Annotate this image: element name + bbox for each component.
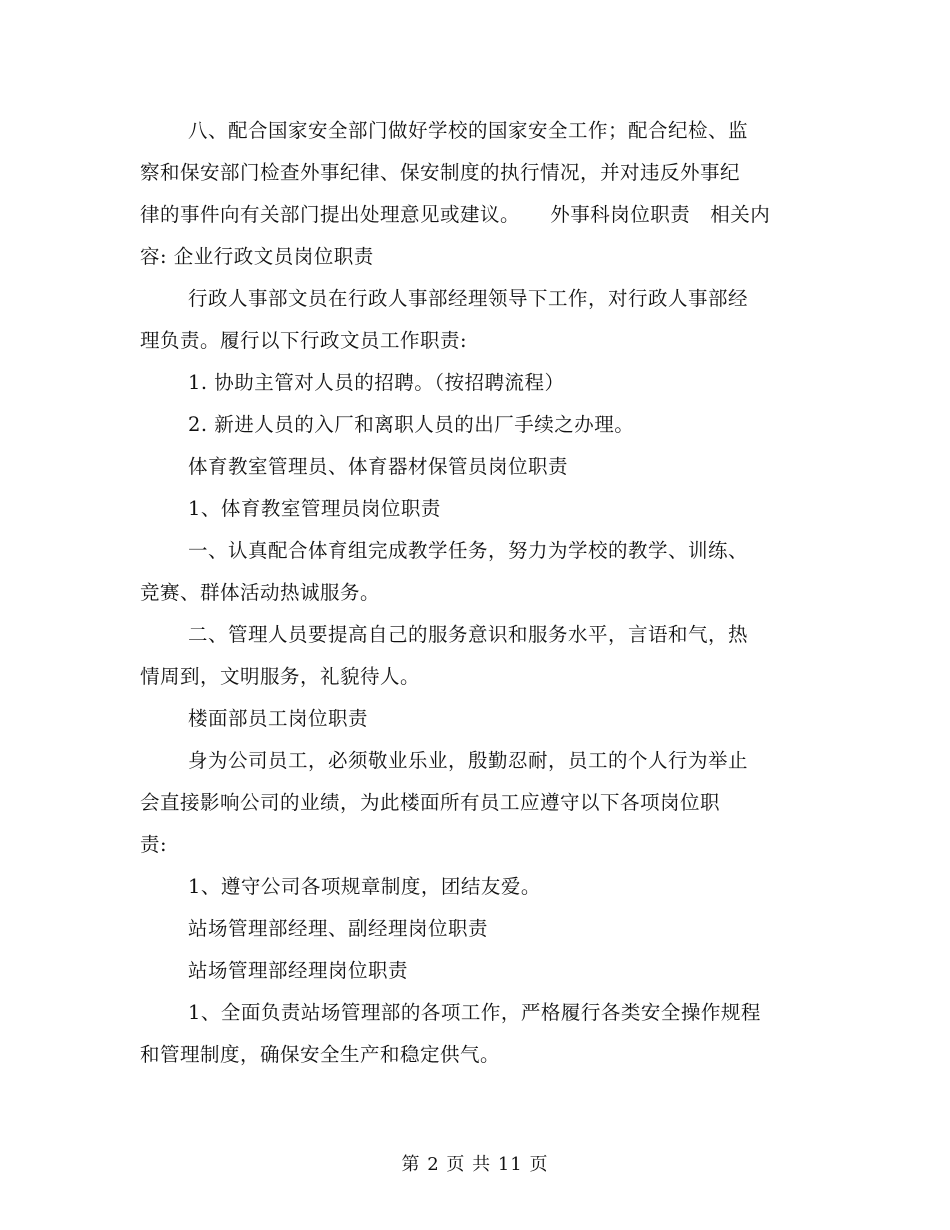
text-line: 八、配合国家安全部门做好学校的国家安全工作；配合纪检、监: [188, 119, 749, 142]
text-line: 站场管理部经理岗位职责: [188, 959, 409, 982]
text-line: 1、遵守公司各项规章制度，团结友爱。: [188, 875, 541, 898]
text-line: 律的事件向有关部门提出处理意见或建议。 外事科岗位职责 相关内: [140, 203, 771, 226]
text-line: 2. 新进人员的入厂和离职人员的出厂手续之办理。: [188, 413, 635, 436]
text-line: 体育教室管理员、体育器材保管员岗位职责: [188, 455, 569, 478]
text-line: 会直接影响公司的业绩，为此楼面所有员工应遵守以下各项岗位职: [140, 791, 721, 814]
text-line: 1. 协助主管对人员的招聘。（按招聘流程）: [188, 371, 565, 394]
text-line: 楼面部员工岗位职责: [188, 707, 369, 730]
text-line: 二、管理人员要提高自己的服务意识和服务水平，言语和气，热: [188, 623, 749, 646]
text-line: 一、认真配合体育组完成教学任务，努力为学校的教学、训练、: [188, 539, 749, 562]
text-line: 察和保安部门检查外事纪律、保安制度的执行情况，并对违反外事纪: [140, 161, 741, 184]
text-line: 容: 企业行政文员岗位职责: [140, 245, 374, 268]
text-line: 情周到，文明服务，礼貌待人。: [140, 665, 421, 688]
text-line: 身为公司员工，必须敬业乐业，殷勤忍耐，员工的个人行为举止: [188, 749, 749, 772]
text-line: 和管理制度，确保安全生产和稳定供气。: [140, 1043, 501, 1066]
document-body: [140, 110, 800, 1076]
text-line: 站场管理部经理、副经理岗位职责: [188, 917, 489, 940]
text-line: 竞赛、群体活动热诚服务。: [140, 581, 381, 604]
text-line: 1、全面负责站场管理部的各项工作，严格履行各类安全操作规程: [188, 1001, 761, 1024]
page-number-footer: 第 2 页 共 11 页: [401, 1154, 549, 1175]
text-line: 行政人事部文员在行政人事部经理领导下工作，对行政人事部经: [188, 287, 749, 310]
text-line: 责:: [140, 833, 168, 856]
text-line: 1、体育教室管理员岗位职责: [188, 497, 441, 520]
text-line: 理负责。履行以下行政文员工作职责:: [140, 329, 468, 352]
